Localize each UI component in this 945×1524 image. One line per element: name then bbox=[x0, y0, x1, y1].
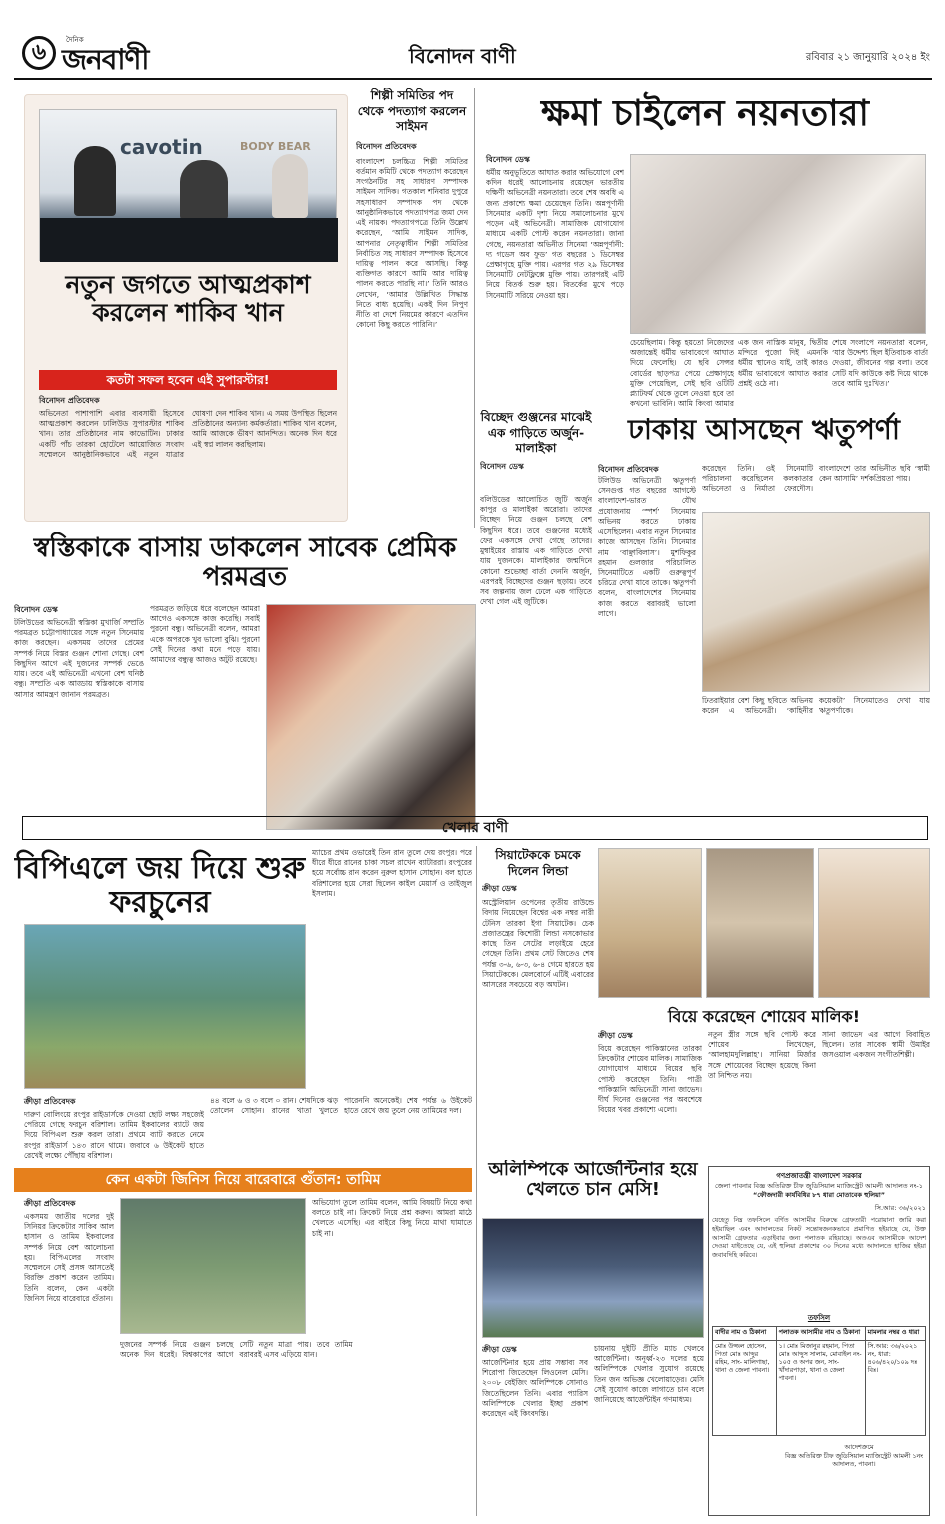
notice-title-3: “ফৌজদারী কার্যবিধির ৮৭ ধারা মোতাবেক হুলিয়া” bbox=[752, 1191, 886, 1200]
tamim-byline: ক্রীড়া প্রতিবেদক bbox=[24, 1199, 76, 1208]
person-figure bbox=[272, 154, 308, 218]
fortune-headline: বিপিএলে জয় দিয়ে শুরু ফরচুনের bbox=[14, 851, 306, 920]
sponsor-logo: cavotin bbox=[120, 135, 203, 159]
page-number-badge: ৬ bbox=[22, 36, 56, 70]
nayanthara-body-4: শেষে সংলাপে নয়নতারা বলেন, ‘যার উদ্দেশ্য ছিল ইতিবাচক বার্তা দেওয়া, জীবনের গল্প বলা। তবে সেটি যদি কাউকে কষ্ট দিয়ে থাকে তবে আমি দুঃখিত।’ bbox=[832, 338, 928, 388]
linda-article bbox=[482, 848, 594, 1150]
rituparna-photo bbox=[702, 512, 930, 692]
shoaib-body-3: সানা জাভেদ এর আগে বিবাহিত ছিলেন। তার সাবেক স্বামী উমাইর জসওয়াল একজন সংগীতশিল্পী। bbox=[822, 1030, 930, 1060]
notice-tafsil-label: তফসিল bbox=[807, 1314, 831, 1323]
swastika-headline: স্বস্তিকাকে বাসায় ডাকলেন সাবেক প্রেমিক পরমব্রত bbox=[33, 533, 457, 593]
column-rule bbox=[476, 846, 477, 1516]
masthead-rule bbox=[14, 78, 932, 80]
swastika-article bbox=[14, 532, 476, 832]
messi-body-2: চায়নায় দুইটি প্রীতি ম্যাচ খেলবে আর্জেন্টিনা। অনূর্ধ্ব-২৩ দলের হয়ে অলিম্পিকে খেলার সুযোগ রয়েছে তিন জন অভিজ্ঞ খেলোয়াড়ের। মেসি সেই সুযোগ কাজে লাগাতে চান বলে জানিয়েছে আর্জেন্টাইন গণমাধ্যম। bbox=[594, 1344, 704, 1405]
notice-col-header: বাদীর নাম ও ঠিকানা bbox=[713, 1327, 777, 1340]
swastika-byline: বিনোদন ডেস্ক bbox=[14, 605, 58, 614]
arjun-headline: বিচ্ছেদ গুঞ্জনের মাঝেই এক গাড়িতে অর্জুন-মালাইকা bbox=[480, 410, 592, 456]
linda-byline: ক্রীড়া ডেস্ক bbox=[482, 884, 517, 894]
masthead bbox=[14, 34, 934, 76]
notice-body: যেহেতু নিম্ন তফসিলে বর্ণিত আসামীর বিরুদ্ধে গ্রেফতারী পরোয়ানা জারি করা হইয়াছিল এবং আদালতের নিকট সন্তোষজনকভাবে প্রমাণিত হইয়াছে যে, উক্ত আসামী গ্রেফতার এড়াইবার জন্য পলাতক রহিয়াছে। অতএব আসামীকে আদেশ দেওয়া যাইতেছে যে, এই হুলিয়া প্রকাশের ৩০ দিনের মধ্যে আদালতে হাজির হইয়া জবাবদিহি করিবে। bbox=[712, 1216, 926, 1259]
tamim-photo bbox=[120, 1198, 306, 1334]
swastika-body: টলিউডের অভিনেত্রী স্বস্তিকা মুখার্জি সম্প্রতি পরমব্রত চট্টোপাধ্যায়ের সঙ্গে নতুন সিনেমায় কাজ করছেন। একসময় তাদের প্রেমের সম্পর্ক নিয়ে বিস্তর গুঞ্জন শোনা গেছে। বেশ কিছুদিন আগে এই দুজনের সম্পর্ক ভেঙে যায়। তবে এই অভিনেত্রী এখনো বেশ ঘনিষ্ঠ বন্ধু। সম্প্রতি এক আড্ডায় স্বস্তিকাকে বাসায় আসার আমন্ত্রণ জানান পরমব্রত। bbox=[14, 618, 144, 699]
notice-cell: সি.আর: ৩৬/২০২১ নং, ধারা: ৪০৬/৪২০/১০৯ দঃ বিঃ। bbox=[867, 1342, 918, 1375]
sakib-banner: কতটা সফল হবেন এই সুপারস্টার! bbox=[39, 370, 337, 390]
nayanthara-body-2: চেয়েছিলাম। কিন্তু হয়তো নিজেদের অজান্তেই ধর্মীয় ভাবাবেগে আঘাত দিয়ে ফেলেছি। যে ছবি সেন্সর বোর্ডের ছাড়পত্র পেয়ে প্রেক্ষাগৃহে মুক্তি পেয়েছিল, সেই ছবি ওটিটি প্ল্যাটফর্ম থেকে তুলে নেওয়া হবে তা কখনো ভাবিনি। আমি কিংবা আমার bbox=[630, 338, 734, 408]
notice-table bbox=[712, 1326, 926, 1435]
column-rule bbox=[474, 88, 475, 528]
arjun-byline: বিনোদন ডেস্ক bbox=[480, 461, 524, 471]
sports-section-title: খেলার বাণী bbox=[441, 820, 509, 836]
notice-case-number: সি.আর: ৩৬/২০২১ bbox=[874, 1204, 926, 1213]
fortune-photo bbox=[24, 924, 306, 1089]
nayanthara-body: ধর্মীয় অনুভূতিতে আঘাত করার অভিযোগে বেশ কদিন ধরেই আলোচনায় রয়েছেন ভারতীয় দক্ষিণী অভিনেত্রী নয়নতারা। তবে শেষ অবধি এ জন্য প্রকাশ্যে ক্ষমা চেয়েছেন তিনি। অন্নপূর্ণানী সিনেমার একটি দৃশ্য নিয়ে সমালোচনার মুখে পড়েন এই অভিনেত্রী। সামাজিক যোগাযোগ মাধ্যমে একটি পোস্ট করেন নয়নতারা। জানা গেছে, নয়নতারা অভিনীত সিনেমা ‘অন্নপূর্ণানী: দ্য গডেস অব ফুড’ গত বছরের ১ ডিসেম্বর প্রেক্ষাগৃহে মুক্তি পায়। এরপর গত ২৯ ডিসেম্বর সিনেমাটি নেটফ্লিক্সে মুক্তি পায়। তারপরই এটি নিয়ে বিতর্ক শুরু হয়। বিতর্কের মুখে পড়ে সিনেমাটি সরিয়ে নেওয়া হয়। bbox=[486, 168, 624, 300]
messi-photo bbox=[482, 1218, 704, 1338]
person-figure bbox=[180, 160, 228, 220]
rituparna-byline: বিনোদন প্রতিবেদক bbox=[598, 465, 659, 474]
messi-byline: ক্রীড়া ডেস্ক bbox=[482, 1345, 517, 1354]
rituparna-article bbox=[598, 410, 930, 730]
shoaib-article bbox=[598, 848, 930, 1166]
sakib-body: অভিনেতা পাশাপাশি এবার ব্যবসায়ী হিসেবে আত্মপ্রকাশ করলেন ঢালিউড সুপারস্টার শাকিব খান। তার প্রতিষ্ঠানের নাম কাভোটিন। ঢাকার একটি পাঁচ তারকা হোটেলে আয়োজিত সংবাদ সম্মেলনে আনুষ্ঠানিকভাবে এই নতুন যাত্রার ঘোষণা দেন শাকিব খান। এ সময় উপস্থিত ছিলেন প্রতিষ্ঠানের অন্যান্য কর্মকর্তারা। শাকিব খান বলেন, আমি আজকে ভীষণ আনন্দিত। অনেক দিন ধরে এই স্বপ্ন লালন করছিলাম। bbox=[39, 409, 337, 459]
shoaib-photo-center bbox=[706, 848, 814, 998]
section-title: বিনোদন বাণী bbox=[409, 44, 516, 68]
paper-small-label: দৈনিক bbox=[66, 36, 84, 44]
rituparna-body-3: ঢিতরাইয়ার বেশ কিছু ছবিতে অভিনয় করেন এ অভিনেত্রী। ‘কাহিনীর কয়েকটা’ সিনেমাতেও দেখা যায় ঋতুপর্ণাকে। bbox=[702, 696, 930, 716]
notice-col-header: মামলার নম্বর ও ধারা bbox=[866, 1327, 925, 1340]
notice-title-1: গণপ্রজাতন্ত্রী বাংলাদেশ সরকার bbox=[776, 1172, 862, 1180]
rituparna-body-2: করেছেন তিনি। ওই সিনেমাটি পরিচালনা করেছিলেন কলকাতার অভিনেতা ও নির্মাতা ফেরদৌস। বাংলাদেশে তার অভিনীত ছবি ‘স্বামী কেন আসামি’ দর্শকপ্রিয়তা পায়। bbox=[702, 464, 930, 494]
fortune-body: দারুণ বোলিংয়ে রংপুর রাইডার্সকে দেওয়া ছোট লক্ষ্য সহজেই পেরিয়ে গেছে ফরচুন বরিশাল। তামিম ইকবালের ব্যাটে জয় দিয়ে বিপিএল শুরু করল তারা। প্রথমে ব্যাট করতে নেমে রংপুর রাইডার্স ১৪৩ রানে থামে। জবাবে ৬ উইকেট হাতে রেখেই লক্ষ্যে পৌঁছায় বরিশাল। bbox=[24, 1110, 204, 1160]
sakib-article bbox=[24, 94, 348, 522]
tamim-body-3: দুজনের সম্পর্ক নিয়ে গুঞ্জন চলছে অনেক দিন ধরেই। বিশ্বকাপের আগে সেটি নতুন মাত্রা পায়। তবে তামিম বরাবরই এসব এড়িয়ে যান। bbox=[120, 1340, 353, 1360]
court-notice bbox=[708, 1166, 930, 1516]
saimon-article bbox=[356, 88, 468, 524]
nayanthara-photo bbox=[630, 154, 926, 334]
notice-signature-2: বিজ্ঞ অতিরিক্ত চীফ জুডিসিয়াল ম্যাজিস্ট্রেট আমলী ১নং আদালত, পাবনা। bbox=[785, 1452, 923, 1468]
paper-logo: জনবাণী bbox=[62, 43, 149, 76]
conference-table bbox=[40, 218, 338, 262]
notice-title-2: জেলা পাবনার বিজ্ঞ অতিরিক্ত চীফ জুডিসিয়াল ম্যাজিস্ট্রেট আমলী আদালত নং-১ bbox=[714, 1182, 923, 1190]
shoaib-byline: ক্রীড়া ডেস্ক bbox=[598, 1031, 633, 1040]
messi-headline: অলিম্পিকে আর্জেন্টিনার হয়ে খেলতে চান মেসি! bbox=[488, 1160, 698, 1201]
linda-headline: সিয়াটেককে চমকে দিলেন লিন্ডা bbox=[495, 848, 581, 878]
rituparna-headline: ঢাকায় আসছেন ঋতুপর্ণা bbox=[628, 413, 900, 446]
tamim-body-2: অভিযোগ তুলে তামিম বলেন, আমি বিষয়টি নিয়ে কথা বলতে চাই না। ক্রিকেট নিয়ে প্রশ্ন করুন। আমরা মাঠে খেলতে এসেছি। এর বাইরে কিছু নিয়ে মাথা ঘামাতে চাই না। bbox=[312, 1198, 472, 1238]
notice-cell: ১। মোঃ মিজানুর রহমান, পিতা মোঃ আব্দুস সালাম, মোবাইল নং- ১০৫ ও অপর জন, সাং- খাঁদারপাড়া, থানা ও জেলা পাবনা। bbox=[777, 1341, 866, 1435]
saimon-body: বাংলাদেশ চলচ্চিত্র শিল্পী সমিতির বর্তমান কমিটি থেকে পদত্যাগ করেছেন সংগঠনটির সহ সাধারণ সম্পাদক সাইমন সাদিক। গতকাল শনিবার দুপুরে সহসাধারণ সম্পাদক পদ থেকে আনুষ্ঠানিকভাবে পদত্যাগপত্র জমা দেন এই নায়ক। পদত্যাগপত্রে তিনি উল্লেখ করেছেন, ‘আমি সাইমন সাদিক, আপনার নেতৃত্বাধীন শিল্পী সমিতির নির্বাচিত সহ সাধারণ সম্পাদক হিসেবে দায়িত্ব পালন করে আসছি। কিন্তু ব্যক্তিগত কারণে আমি আর দায়িত্ব পালন করতে পারছি না।’ তিনি আরও লেখেন, ‘আমার উল্লিখিত সিদ্ধান্ত নিতে বাধ্য হয়েছি। একই দিন নিপুণ নীতি বা দেশে নিয়মের কারণে এতদিন কোনো কিছু করতে পারিনি।’ bbox=[356, 156, 468, 330]
notice-col-header: পলাতক আসামীর নাম ও ঠিকানা bbox=[777, 1327, 866, 1340]
saimon-headline: শিল্পী সমিতির পদ থেকে পদত্যাগ করলেন সাইমন bbox=[357, 88, 467, 134]
fortune-body-3: ৪৪ বলে ৬ ও ৩ বলে ০ রান। শেষদিকে ঝড় তোলেন সোহান। রানের খাতা খুলতে পারেননি অনেকেই। শেষ পর্যন্ত ৬ উইকেট হাতে রেখে জয় তুলে নেয় তামিমের দল। bbox=[210, 1096, 472, 1116]
rituparna-body: টলিউড অভিনেত্রী ঋতুপর্ণা সেনগুপ্ত গত বছরের আগস্টে বাংলাদেশ-ভারত যৌথ প্রযোজনায় ‘স্পর্শ’ সিনেমায় অভিনয় করতে ঢাকায় এসেছিলেন। এবার নতুন সিনেমার কাজে আসছেন তিনি। সিনেমার নাম ‘বাঞ্ছাবিলাস’। মুশফিকুর রহমান গুলজার পরিচালিত সিনেমাটিতে একটি গুরুত্বপূর্ণ চরিত্রে দেখা যাবে তাকে। ঋতুপর্ণা বলেন, বাংলাদেশের সিনেমায় কাজ করতে বরাবরই ভালো লাগে। bbox=[598, 476, 696, 618]
arjun-body: বলিউডের আলোচিত জুটি অর্জুন কাপুর ও মালাইকা অরোরা। তাদের বিচ্ছেদ নিয়ে গুঞ্জন চলছে বেশ কিছুদিন ধরে। তবে গুঞ্জনের মধ্যেই ফের একসঙ্গে দেখা গেছে তাদের। মুম্বাইয়ের রাস্তায় এক গাড়িতে দেখা যায় দুজনকে। মালাইকার জন্মদিনে কোনো শুভেচ্ছা বার্তা দেননি অর্জুন, এরপরই বিচ্ছেদের গুঞ্জন ছড়ায়। তবে সব জল্পনায় জল ঢেলে এক গাড়িতে দেখা গেল এই জুটিকে। bbox=[480, 495, 592, 607]
nayanthara-body-3: এক জন নাস্তিক মানুষ, দ্বিতীয় মন্দিরে পুজো দিই এমনকি ধর্মীয় স্থানেও যাই, তাই কারও ধর্মীয় ভাবাবেগে আঘাত করার প্রশ্নই ওঠে না। bbox=[738, 338, 828, 388]
notice-cell: মোঃ উজ্জল হোসেন, পিতা মোঃ আব্দুর রহিম, সাং- মালিগাছা, থানা ও জেলা পাবনা। bbox=[713, 1341, 777, 1435]
linda-body: অস্ট্রেলিয়ান ওপেনের তৃতীয় রাউন্ডে বিদায় নিয়েছেন বিশ্বের এক নম্বর নারী টেনিস তারকা ইগা সিয়াটেক। চেক প্রজাতন্ত্রের কিশোরী লিন্ডা নসকোভার কাছে তিন সেটের লড়াইয়ে হেরে গেছেন তিনি। প্রথম সেট জিতেও শেষ পর্যন্ত ৩-৬, ৬-৩, ৬-৪ গেমে হারতে হয় সিয়াটেককে। মেলবোর্নে এটিই এবারের আসরের সবচেয়ে বড় অঘটন। bbox=[482, 898, 594, 989]
sakib-headline: নতুন জগতে আত্মপ্রকাশ করলেন শাকিব খান bbox=[65, 270, 311, 327]
nayanthara-article bbox=[480, 88, 930, 408]
nayanthara-byline: বিনোদন ডেস্ক bbox=[486, 155, 530, 164]
fortune-article bbox=[14, 848, 472, 1160]
shoaib-caption: বিয়ে করেছেন শোয়েব মালিক! bbox=[667, 1007, 861, 1026]
saimon-byline: বিনোদন প্রতিবেদক bbox=[356, 141, 417, 151]
tamim-article bbox=[14, 1168, 472, 1514]
tamim-body: একসময় জাতীয় দলের দুই সিনিয়র ক্রিকেটার সাকিব আল হাসান ও তামিম ইকবালের সম্পর্ক নিয়ে বেশ আলোচনা হয়। বিপিএলের সংবাদ সম্মেলনে সেই প্রসঙ্গ আসতেই বিরক্তি প্রকাশ করেন তামিম। তিনি বলেন, কেন একটা জিনিস নিয়ে বারেবারে গুঁতান। bbox=[24, 1212, 114, 1303]
tamim-banner: কেন একটা জিনিস নিয়ে বারেবারে গুঁতান: তামিম bbox=[14, 1168, 472, 1192]
shoaib-body-2: নতুন স্ত্রীর সঙ্গে ছবি পোস্ট করে শোয়েব লিখেছেন, ‘আলহামদুলিল্লাহ’। সানিয়া মির্জার সঙ্গে শোয়েবের বিচ্ছেদ হয়েছে কিনা তা নিশ্চিত নয়। bbox=[708, 1030, 816, 1080]
swastika-body-2: পরমব্রত জড়িয়ে ধরে বলেছেন আমরা আগেও একসঙ্গে কাজ করেছি। সবাই পুরনো বন্ধু। অভিনেত্রী বলেন, আমরা একে অপরকে খুব ভালো বুঝি। পুরনো সেই দিনের কথা মনে পড়ে যায়। আমাদের বন্ধুত্ব আজও অটুট রয়েছে। bbox=[150, 604, 260, 665]
fortune-byline: ক্রীড়া প্রতিবেদক bbox=[24, 1097, 76, 1106]
sakib-byline: বিনোদন প্রতিবেদক bbox=[39, 396, 100, 405]
shoaib-body: বিয়ে করেছেন পাকিস্তানের তারকা ক্রিকেটার শোয়েব মালিক। সামাজিক যোগাযোগ মাধ্যমে বিয়ের ছবি পোস্ট করেছেন তিনি। পাত্রী পাকিস্তানি অভিনেত্রী সানা জাভেদ। দীর্ঘ দিনের গুঞ্জনের পর অবশেষে বিয়ের খবর প্রকাশ্যে এলো। bbox=[598, 1044, 702, 1115]
swastika-photo bbox=[266, 604, 476, 830]
person-figure bbox=[74, 146, 116, 216]
messi-article bbox=[482, 1160, 704, 1516]
sakib-photo bbox=[39, 109, 337, 261]
issue-date: রবিবার ২১ জানুয়ারি ২০২৪ ইং bbox=[805, 52, 930, 63]
sports-section-bar bbox=[22, 816, 928, 840]
brand-logo: BODY BEAR bbox=[240, 140, 311, 153]
shoaib-photo-right bbox=[818, 848, 930, 998]
nayanthara-headline: ক্ষমা চাইলেন নয়নতারা bbox=[541, 93, 869, 134]
shoaib-photo-left bbox=[598, 848, 702, 998]
notice-signature-1: আদেশক্রমে bbox=[844, 1442, 874, 1451]
fortune-body-2: ম্যাচের প্রথম ওভারেই তিন রান তুলে দেয় রংপুর। পরে ধীরে ধীরে রানের চাকা সচল রাখেন ব্যাটাররা। রংপুরের হয়ে সর্বোচ্চ রান করেন নুরুল হাসান সোহান। বল হাতে বরিশালের হয়ে সেরা ছিলেন কাইল মেয়ার্স ও তাইজুল ইসলাম। bbox=[312, 848, 472, 898]
messi-body: আর্জেন্টিনার হয়ে প্রায় সম্ভাব্য সব শিরোপা জিতেছেন লিওনেল মেসি। ২০০৮ বেইজিং অলিম্পিকে সোনাও জিতেছিলেন তিনি। এবার প্যারিস অলিম্পিকে খেলার ইচ্ছা প্রকাশ করেছেন এই কিংবদন্তি। bbox=[482, 1358, 588, 1419]
